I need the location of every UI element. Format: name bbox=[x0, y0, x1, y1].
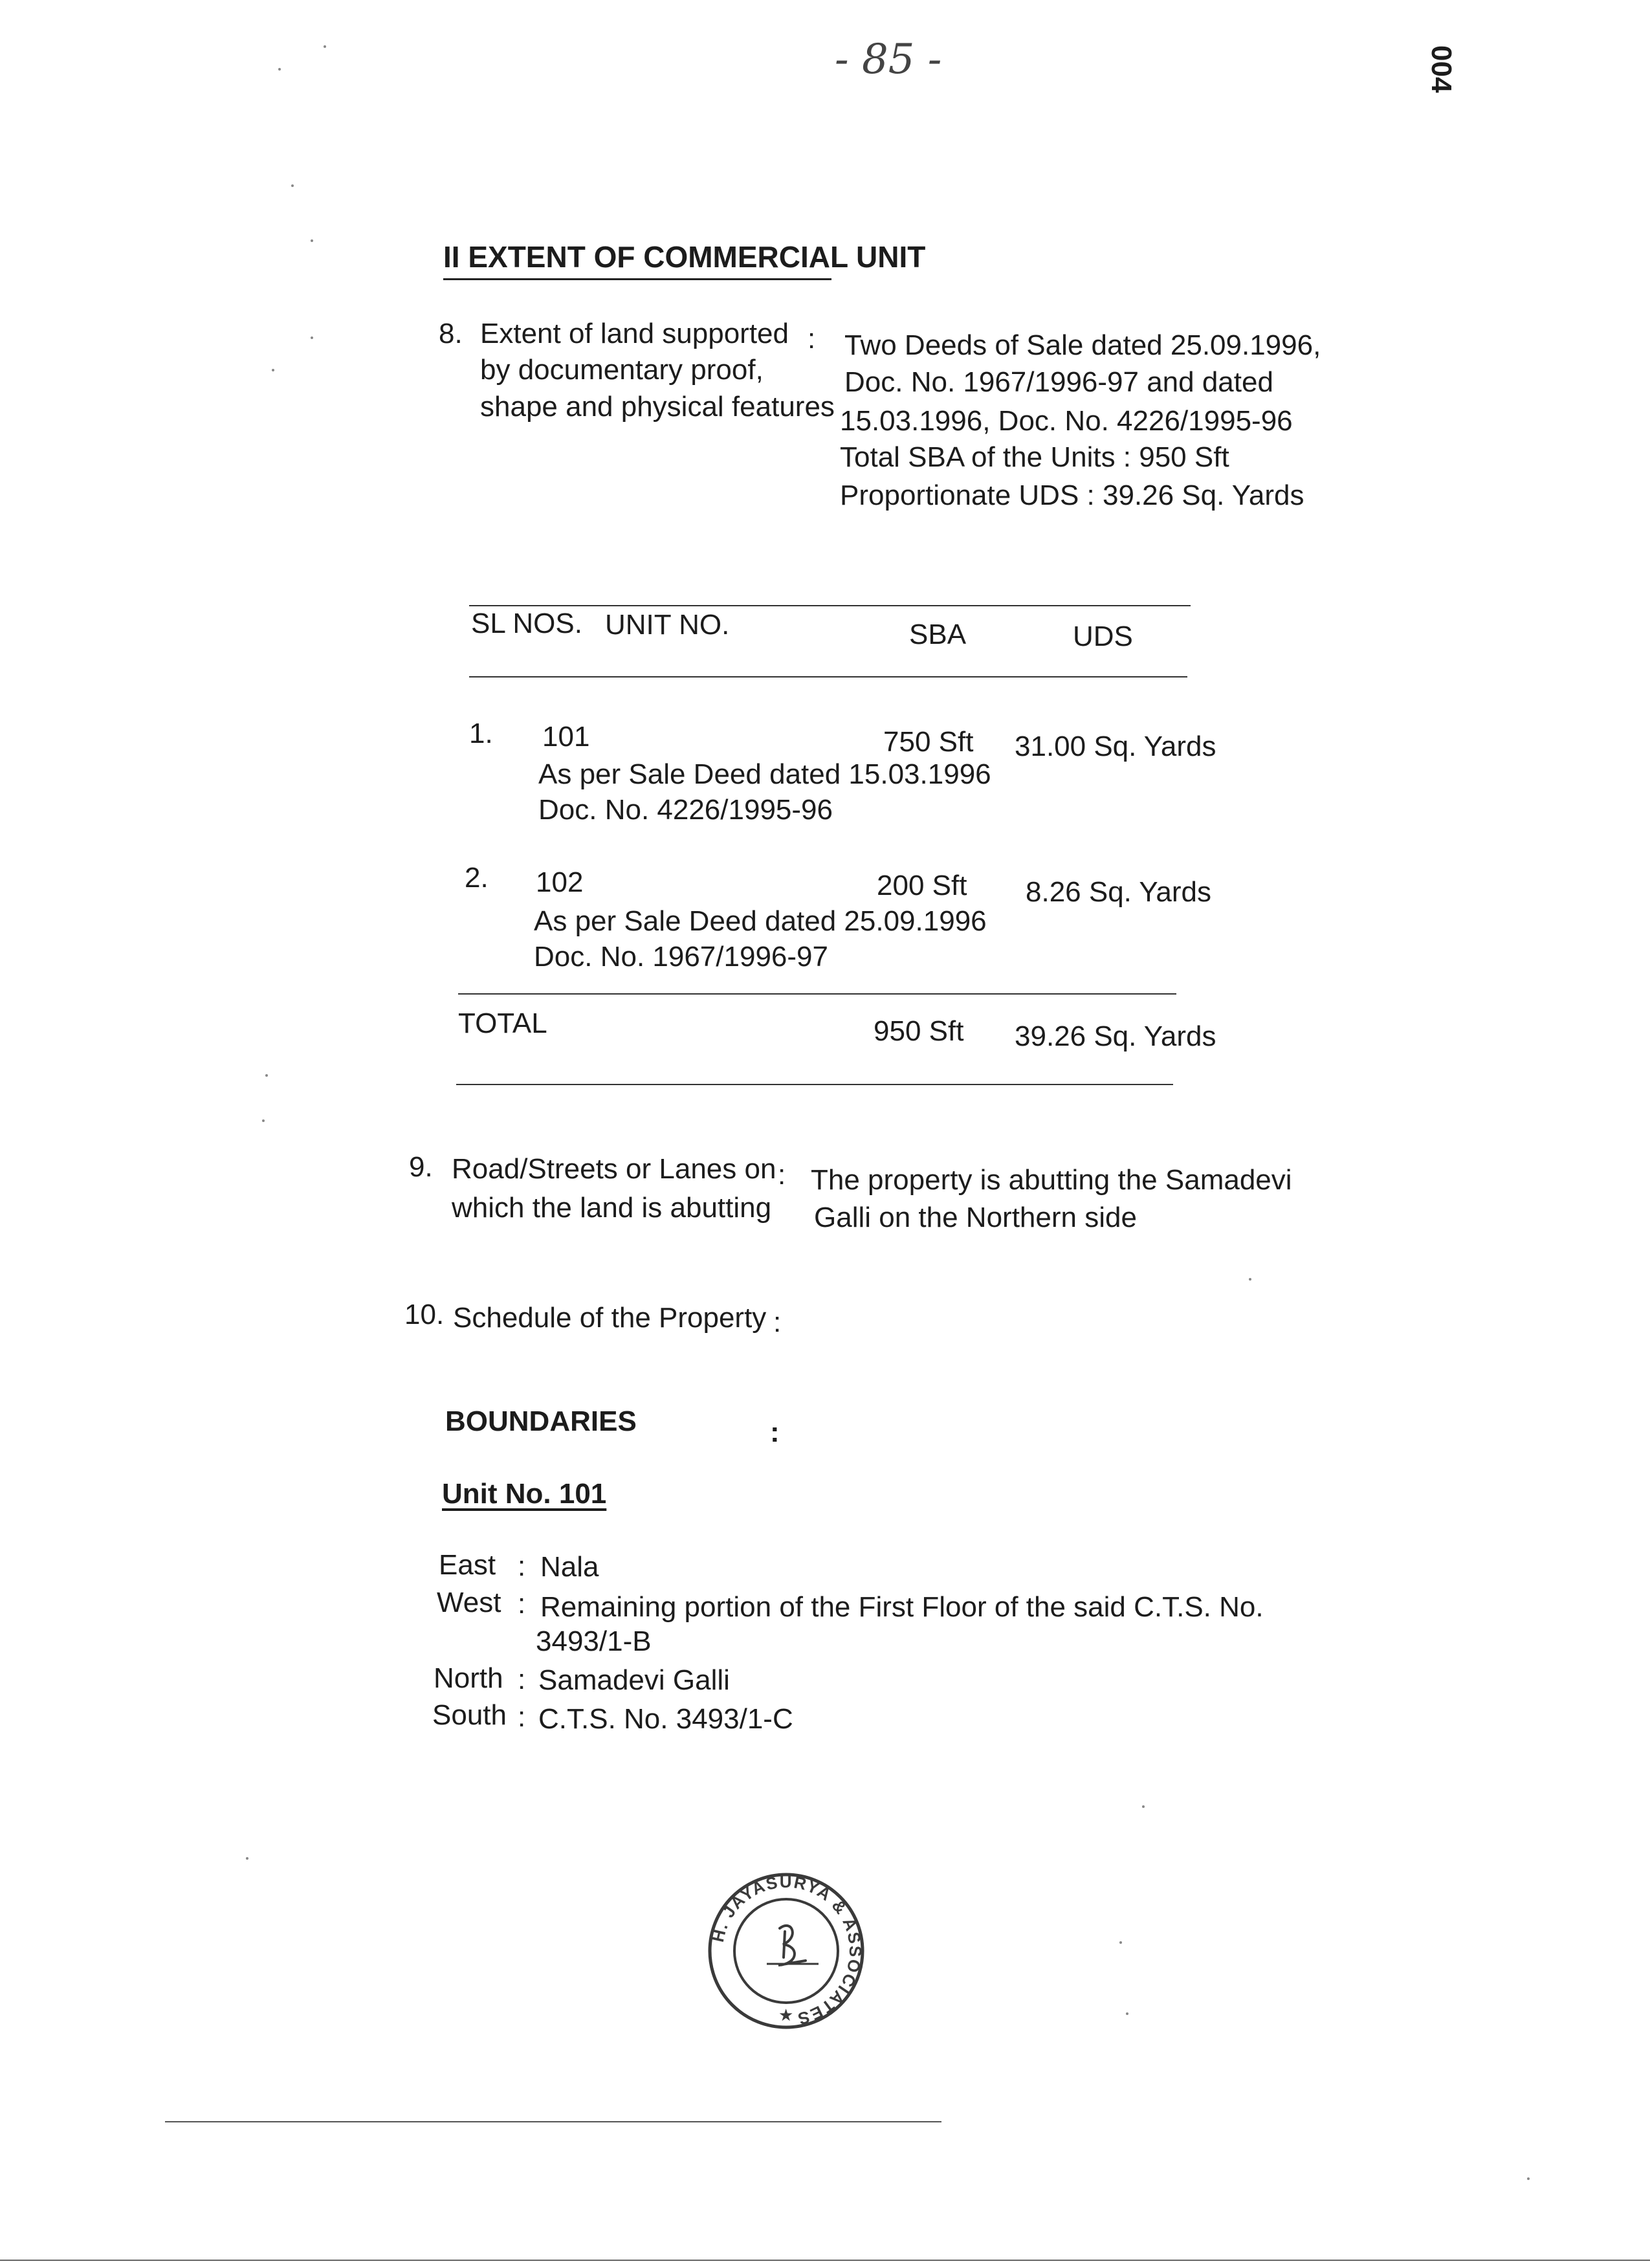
row2-sl: 2. bbox=[465, 862, 489, 894]
footer-rule-lower bbox=[0, 2260, 1650, 2261]
item10-colon: : bbox=[773, 1306, 782, 1338]
table-total-top-rule bbox=[458, 993, 1176, 995]
item9-value-line1: The property is abutting the Samadevi bbox=[811, 1164, 1292, 1196]
north-dir: North bbox=[434, 1662, 503, 1694]
row1-note2: Doc. No. 4226/1995-96 bbox=[538, 794, 833, 826]
item8-label-line1: Extent of land supported bbox=[480, 318, 789, 349]
row2-unit: 102 bbox=[536, 866, 584, 898]
item9-label-line1: Road/Streets or Lanes on bbox=[452, 1153, 776, 1185]
item9-number: 9. bbox=[409, 1151, 433, 1183]
section-heading bbox=[443, 239, 925, 274]
scan-speck bbox=[246, 1857, 248, 1860]
row1-uds: 31.00 Sq. Yards bbox=[1015, 731, 1216, 762]
table-header-uds: UDS bbox=[1073, 621, 1133, 652]
scan-speck bbox=[1126, 2012, 1128, 2015]
east-value: Nala bbox=[540, 1551, 599, 1583]
item9-colon: : bbox=[778, 1159, 786, 1191]
west-colon: : bbox=[518, 1588, 526, 1620]
table-header-sba: SBA bbox=[909, 619, 967, 650]
scan-speck bbox=[265, 1074, 268, 1077]
scan-speck bbox=[311, 336, 313, 339]
east-colon: : bbox=[518, 1550, 526, 1582]
item8-value-line3: 15.03.1996, Doc. No. 4226/1995-96 bbox=[840, 405, 1293, 437]
north-value: Samadevi Galli bbox=[538, 1664, 730, 1696]
item8-value-line1: Two Deeds of Sale dated 25.09.1996, bbox=[844, 329, 1321, 361]
east-dir: East bbox=[439, 1549, 496, 1581]
item9-label-line2: which the land is abutting bbox=[452, 1192, 772, 1224]
total-sba: 950 Sft bbox=[874, 1015, 964, 1047]
item8-label-line2: by documentary proof, bbox=[480, 354, 764, 386]
table-bottom-rule bbox=[456, 1084, 1173, 1085]
north-colon: : bbox=[518, 1664, 526, 1695]
boundaries-label: BOUNDARIES bbox=[445, 1405, 637, 1437]
section-heading-underline bbox=[443, 278, 831, 280]
scan-speck bbox=[278, 68, 281, 71]
section-heading-text: II EXTENT OF COMMERCIAL UNIT bbox=[443, 240, 926, 274]
page-number: 004 bbox=[1425, 45, 1457, 93]
row2-sba: 200 Sft bbox=[877, 870, 967, 901]
scan-speck bbox=[1142, 1805, 1145, 1808]
scan-speck bbox=[324, 45, 326, 48]
scan-speck bbox=[311, 239, 313, 242]
scan-speck bbox=[1119, 1941, 1122, 1944]
row2-note1: As per Sale Deed dated 25.09.1996 bbox=[534, 905, 987, 937]
seal-star: ★ bbox=[778, 2006, 794, 2025]
west-value: Remaining portion of the First Floor of the said C.T.S. No. bbox=[540, 1591, 1264, 1623]
west-dir: West bbox=[437, 1587, 501, 1618]
row2-note2: Doc. No. 1967/1996-97 bbox=[534, 941, 828, 973]
table-header-sl: SL NOS. bbox=[471, 608, 582, 639]
boundaries-colon: : bbox=[770, 1416, 780, 1448]
row1-unit: 101 bbox=[542, 721, 590, 753]
row1-sl: 1. bbox=[469, 718, 493, 749]
scan-speck bbox=[1527, 2177, 1530, 2180]
row2-uds: 8.26 Sq. Yards bbox=[1026, 876, 1212, 908]
item8-value-line4: Total SBA of the Units : 950 Sft bbox=[840, 441, 1229, 473]
table-header-rule bbox=[469, 676, 1187, 677]
scan-speck bbox=[262, 1119, 265, 1122]
item10-number: 10. bbox=[404, 1299, 445, 1330]
seal-signature-icon bbox=[778, 1926, 806, 1965]
south-value: C.T.S. No. 3493/1-C bbox=[538, 1703, 793, 1735]
row1-note1: As per Sale Deed dated 15.03.1996 bbox=[538, 758, 991, 790]
item8-label-line3: shape and physical features bbox=[480, 391, 835, 423]
south-colon: : bbox=[518, 1701, 526, 1733]
scan-speck bbox=[272, 369, 274, 371]
total-uds: 39.26 Sq. Yards bbox=[1015, 1020, 1216, 1052]
total-label: TOTAL bbox=[458, 1007, 547, 1039]
unit-heading: Unit No. 101 bbox=[442, 1478, 607, 1510]
scan-speck bbox=[1249, 1278, 1251, 1281]
seal-ring-text: H. JAYASURYA & ASSOCIATES bbox=[707, 1871, 866, 2029]
item8-colon: : bbox=[808, 323, 816, 355]
item8-value-line5: Proportionate UDS : 39.26 Sq. Yards bbox=[840, 479, 1304, 511]
row1-sba: 750 Sft bbox=[883, 726, 974, 758]
item8-number: 8. bbox=[439, 318, 463, 349]
south-dir: South bbox=[432, 1699, 507, 1731]
item8-value-line2: Doc. No. 1967/1996-97 and dated bbox=[844, 366, 1273, 398]
handwritten-page-mark: - 85 - bbox=[835, 36, 942, 83]
scan-speck bbox=[291, 184, 294, 187]
item9-value-line2: Galli on the Northern side bbox=[814, 1202, 1137, 1233]
footer-rule-upper bbox=[165, 2121, 941, 2122]
company-seal bbox=[702, 1867, 870, 2035]
table-header-unit: UNIT NO. bbox=[605, 609, 730, 641]
item10-label: Schedule of the Property bbox=[453, 1302, 767, 1334]
west-value-cont: 3493/1-B bbox=[536, 1625, 652, 1657]
